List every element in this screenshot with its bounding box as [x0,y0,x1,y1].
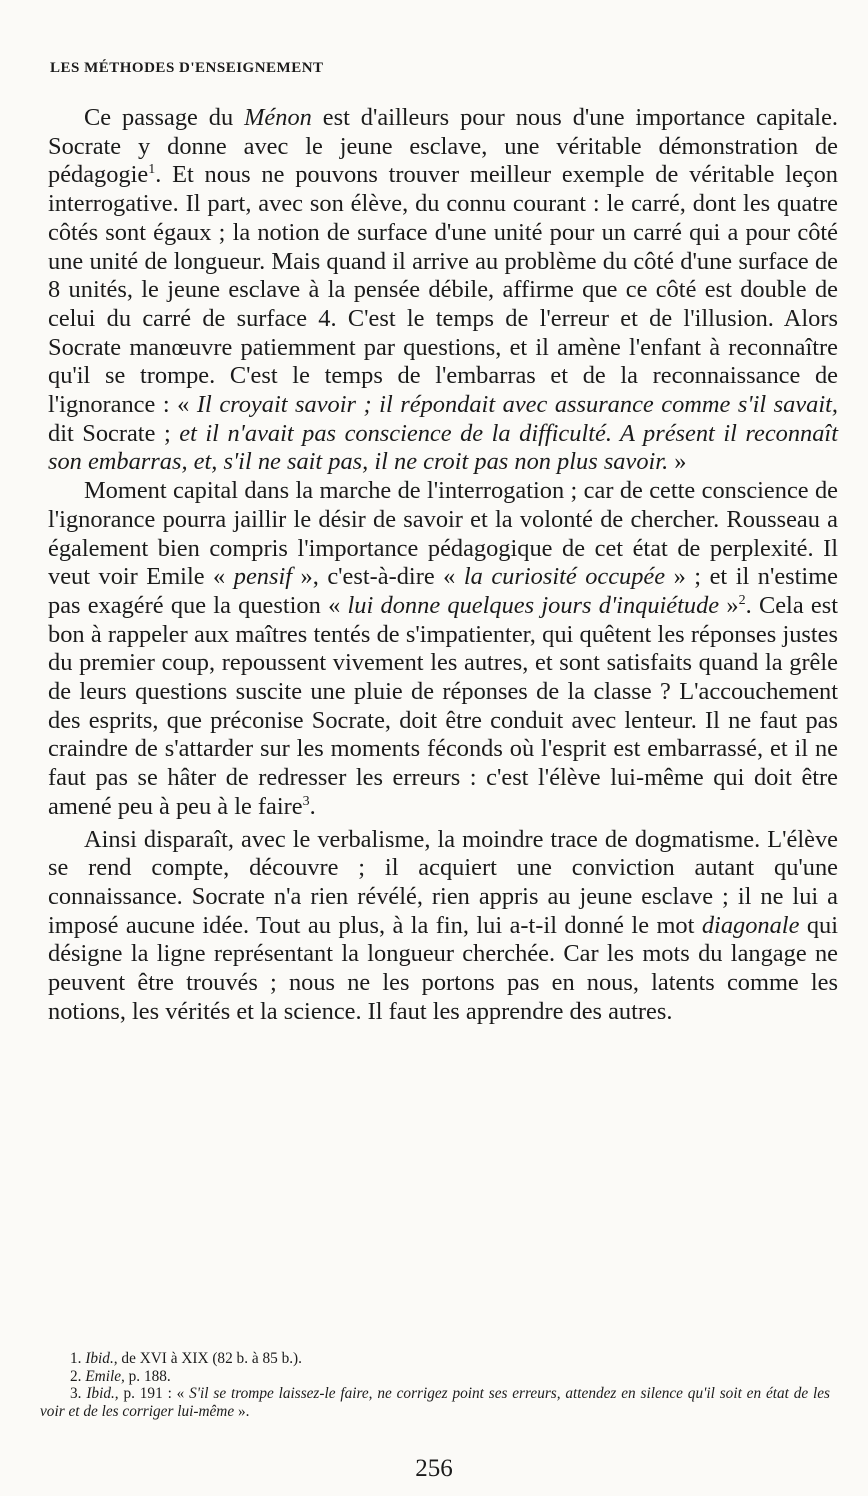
footnote-number: 2. [70,1367,82,1385]
footnote-1 [40,1350,830,1368]
footnote-2 [40,1368,830,1386]
italic-text: la curiosité occupée [463,563,666,591]
italic-text: Il croyait savoir ; il répondait avec assurance comme s'il savait, [196,391,839,419]
text: Ce passage du [84,104,245,131]
text: . Et nous ne pouvons trouver meilleur exemple de véritable leçon interrogative. Il part, avec son élève, du connu courant : le carré, dont les quatre côtés sont égaux ; la notion de surface d'une unité pour un carré qui a pour côté une unité de longueur. Mais quand il arrive au problème du côté d'une surface de 8 unités, le jeune esclave à la pensée débile, affirme que ce côté est double de celui du carré de surface 4. C'est le temps de l'erreur et de l'illusion. Alors Socrate manœuvre patiemment par questions, et il amène l'enfant à reconnaître qu'il se trompe. C'est le temps de l'embarras et de la reconnaissance de l'ignorance : « [48,161,838,419]
italic-text: et il n'avait pas conscience de la difficulté. A présent il reconnaît son embarras, et, s'il ne sait pas, il ne croit pas non plus savoir. [48,419,838,476]
italic-text: S'il se trompe laissez-le faire, ne corrigez point ses erreurs, attendez en silence qu'il soit en état de les voir et de les corriger lui-même [40,1385,830,1420]
text: » ; et il n'estime pas exagéré que la question « [48,563,839,619]
italic-text: Ibid., [86,1385,119,1402]
paragraph-2 [48,477,838,821]
italic-text: Ibid., [85,1350,118,1367]
text: . [309,792,316,820]
italic-text: pensif [233,563,293,591]
footnote-number: 3. [70,1385,82,1402]
text: de XVI à XIX (82 b. à 85 b.). [117,1350,302,1367]
text: Ainsi disparaît, avec le verbalisme, la moindre trace de dogmatisme. L'élève se rend compte, découvre ; il acquiert une conviction autant qu'une connaissance. Socrate n'a rien révélé, rien appris au jeune esclave ; il ne lui a imposé aucune idée. Tout au plus, à la fin, lui a-t-il donné le mot [48,825,838,939]
text: qui désigne la ligne représentant la longueur cherchée. Car les mots du langage ne peuvent être trouvés ; nous ne les portons pas en nous, latents comme les notions, les vérités et la science. Il faut les apprendre des autres. [48,911,839,1025]
footnote-number: 1. [70,1350,82,1367]
running-head: LES MÉTHODES D'ENSEIGNEMENT [50,60,324,76]
italic-text: lui donne quelques jours d'inquiétude [347,591,720,619]
footnote-ref: 2 [738,592,746,608]
footnote-3 [40,1385,830,1420]
text: . Cela est bon à rappeler aux maîtres tentés de s'impatienter, qui quêtent les réponses justes du premier coup, repoussent vivement les autres, et sont satisfaits quand la grêle de leurs questions suscite une pluie de réponses de la classe ? L'accouchement des esprits, que préconise Socrate, doit être conduit avec lenteur. Il ne faut pas craindre de s'attarder sur les moments féconds où l'esprit est embarrassé, et il ne faut pas se hâter de redresser les erreurs : c'est l'élève lui-même qui doit être amené peu à peu à le faire [48,591,838,820]
text: », c'est-à-dire « [292,563,464,591]
text: dit Socrate ; [48,419,180,447]
italic-text: Ménon [244,104,312,131]
text: ». [234,1402,250,1420]
text: » [719,591,739,619]
text: » [668,448,687,476]
text: est d'ailleurs pour nous d'une importance capitale. Socrate y donne avec le jeune esclave, une véritable démonstration de pédagogie [48,104,838,189]
text: Moment capital dans la marche de l'interrogation ; car de cette conscience de l'ignorance pourra jaillir le désir de savoir et la volonté de chercher. Rousseau a également bien compris l'importance pédagogique de cet état de perplexité. Il veut voir Emile « [48,477,838,591]
body-text [48,104,838,1027]
italic-text: Emile, [85,1367,125,1385]
italic-text: diagonale [701,911,800,939]
paragraph-1 [48,104,838,477]
text: p. 191 : « [118,1385,190,1402]
footnote-ref: 3 [302,793,310,809]
text: p. 188. [124,1367,171,1385]
footnotes [40,1350,830,1420]
paragraph-3 [48,826,838,1027]
footnote-ref: 1 [148,162,156,178]
page-number: 256 [415,1455,453,1482]
